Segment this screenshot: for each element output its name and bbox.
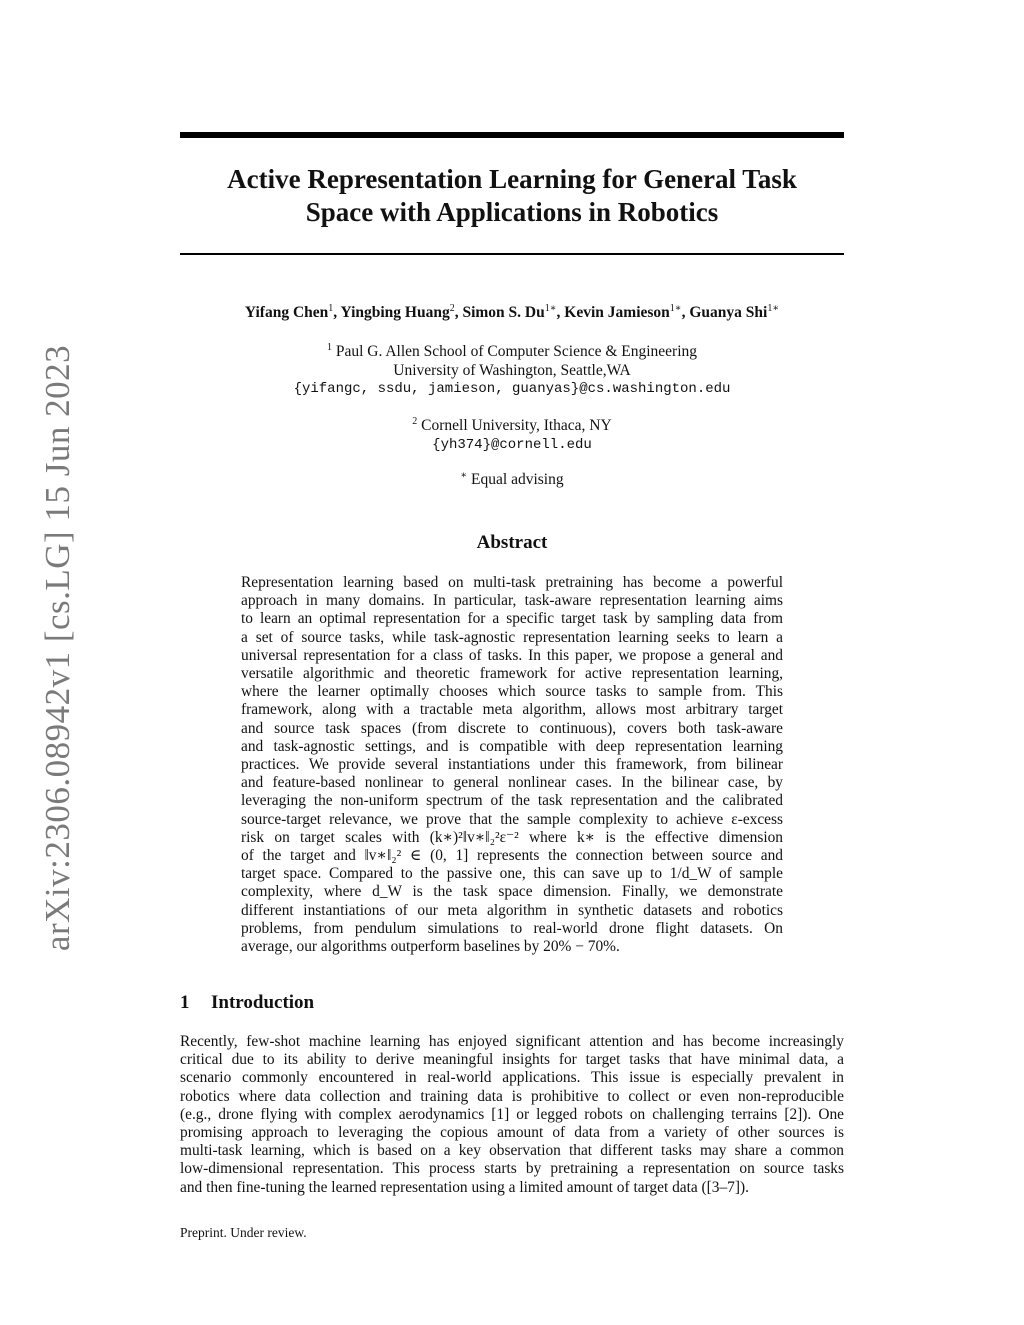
abstract-line: universal representation for a class of tasks. In this paper, we propose a general and [241,646,783,664]
affiliation-mark: 1 [326,342,332,353]
intro-line: and then fine-tuning the learned representation using a limited amount of target data ([3–7]). [180,1178,749,1196]
abstract-line: and task-agnostic settings, and is compatible with deep representation learning [241,737,783,755]
abstract-line: different instantiations of our meta algorithm in synthetic datasets and robotics [241,901,783,919]
intro-line: critical due to its ability to derive meaningful insights for target tasks that have minimal data, a [180,1051,844,1069]
abstract-line: problems, from pendulum simulations to real-world drone flight datasets. On [241,919,783,937]
note-text: Equal advising [471,471,564,489]
affiliation-mark: 2 [412,416,418,427]
section-title: Introduction [211,992,315,1013]
affiliation-email: {yh374}@cornell.edu [432,436,592,453]
intro-line: (e.g., drone flying with complex aerodynamics [1] or legged robots on challenging terrains [2]). One [180,1105,844,1123]
author-name: Simon S. Du [462,304,545,322]
abstract-line: source-target relevance, we prove that the sample complexity to achieve ε-excess [241,810,783,828]
abstract-heading: Abstract [476,532,548,553]
intro-line: robotics where data collection and training data is prohibitive to collect or even non-reproducible [180,1087,844,1105]
intro-line: low-dimensional representation. This process starts by pretraining a representation on source tasks [180,1160,844,1178]
author-mark: 1∗ [544,303,557,314]
affiliation-line: University of Washington, Seattle,WA [393,361,631,379]
abstract-line: target space. Compared to the passive one, this can save up to 1/d_W of sample [241,865,783,883]
affiliation-email: {yifangc, ssdu, jamieson, guanyas}@cs.washington.edu [293,381,731,398]
abstract-line: and source task spaces (from discrete to continuous), covers both task-aware [241,719,783,737]
intro-line: promising approach to leveraging the copious amount of data from a variety of other sources is [180,1124,844,1142]
author-name: Yingbing Huang [340,304,450,322]
abstract-line: and feature-based nonlinear to general nonlinear cases. In the bilinear case, by [241,774,783,792]
equal-advising-note [180,467,844,490]
abstract-line: Representation learning based on multi-task pretraining has become a powerful [241,574,783,591]
section-heading-introduction [180,992,314,1014]
abstract-line: framework, along with a tractable meta algorithm, allows most arbitrary target [241,701,783,719]
title-line: Space with Applications in Robotics [305,197,719,227]
abstract-line: of the target and ‖v∗‖₂² ∈ (0, 1] represents the connection between source and [241,847,783,865]
arxiv-identifier: arXiv:2306.08942v1 [cs.LG] 15 Jun 2023 [38,344,77,952]
author-name: Kevin Jamieson [564,304,670,322]
affiliation-line: Paul G. Allen School of Computer Science & Engineering [335,343,698,361]
preprint-footer: Preprint. Under review. [180,1225,307,1240]
title-bottom-rule [180,253,844,255]
abstract-line: risk on target scales with (k∗)²‖v∗‖₂²ε⁻² where k∗ is the effective dimension [241,828,783,846]
author-list: Yifang Chen$^1$, Yingbing Huang$^2$, Simon S. $Du^{1∗}$, Kevin Jamieson$^{1∗}$, Guanya Shi$^{1∗}$ [244,303,780,322]
introduction-paragraph [180,1033,844,1197]
abstract-line: where the learner optimally chooses which source tasks to sample from. This [241,683,783,701]
abstract-line: practices. We provide several instantiations under this framework, from bilinear [241,756,783,774]
author-name: Guanya Shi [689,304,768,322]
affiliation-line: Cornell University, Ithaca, NY [421,417,612,435]
affiliation-uw [180,339,844,399]
title-line: Active Representation Learning for General Task [227,164,797,194]
section-number: 1 [180,992,190,1013]
abstract-line: a set of source tasks, while task-agnostic representation learning seeks to learn a [241,628,783,646]
title-top-rule [180,132,844,138]
abstract-line: leveraging the non-uniform spectrum of the task representation and the calibrated [241,792,783,810]
author-mark: 2 [449,303,455,314]
author-mark: 1∗ [767,303,780,314]
abstract-line: approach in many domains. In particular, task-aware representation learning aims [241,592,783,610]
note-mark: ∗ [460,470,468,481]
abstract-line: complexity, where d_W is the task space dimension. Finally, we demonstrate [241,883,783,901]
abstract-body [241,574,783,956]
affiliation-cornell [180,413,844,454]
author-mark: 1 [328,303,334,314]
intro-line: multi-task learning, which is based on a key observation that different tasks may share a common [180,1142,844,1160]
author-mark: 1∗ [669,303,682,314]
intro-line: scenario commonly encountered in real-world applications. This issue is especially prevalent in [180,1069,844,1087]
abstract-line: to learn an optimal representation for a specific target task by sampling data from [241,610,783,628]
intro-line: Recently, few-shot machine learning has enjoyed significant attention and has become increasingly [180,1033,844,1050]
abstract-line: average, our algorithms outperform baselines by 20% − 70%. [241,938,620,956]
abstract-line: versatile algorithmic and theoretic framework for active representation learning, [241,665,783,683]
author-name: Yifang Chen [244,304,329,322]
paper-title [180,163,844,229]
